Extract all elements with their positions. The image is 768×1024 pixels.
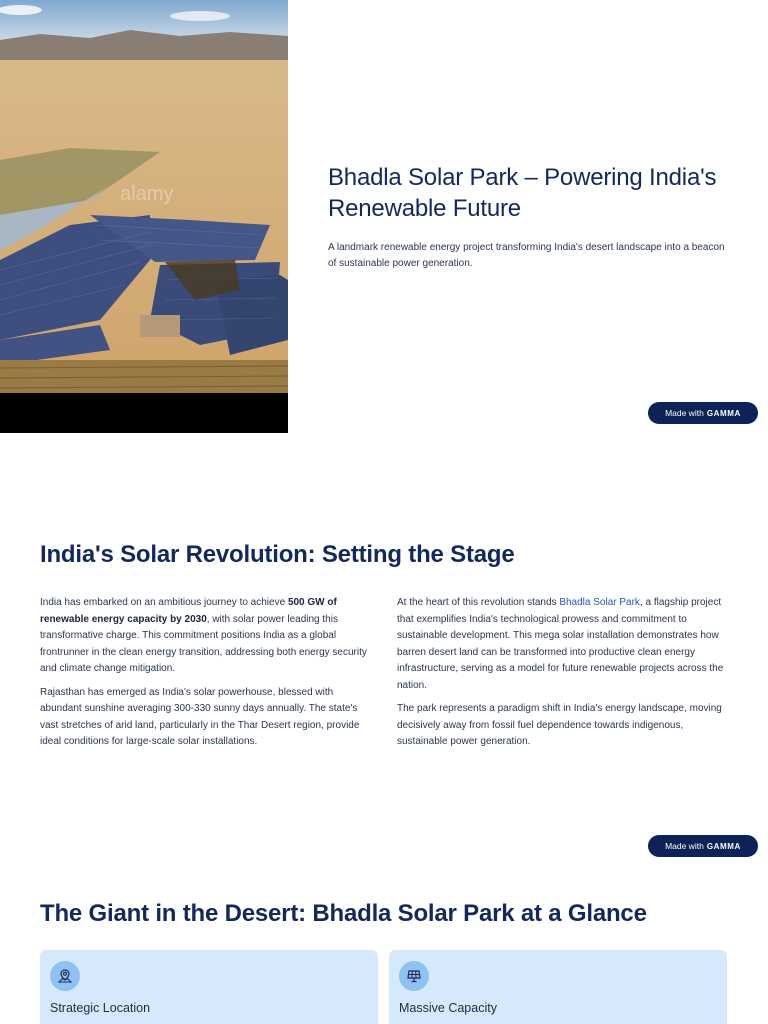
gamma-logo: GAMMA xyxy=(706,841,741,851)
gamma-logo: GAMMA xyxy=(706,408,741,418)
bhadla-solar-park-link[interactable]: Bhadla Solar Park xyxy=(559,597,640,608)
card-massive-capacity xyxy=(389,950,727,1024)
capacity-target-bold: 500 GW of renewable energy capacity by 2030 xyxy=(40,597,337,625)
card-title: Strategic Location xyxy=(50,1001,151,1015)
made-with-gamma-badge[interactable] xyxy=(648,402,758,424)
card-title: Massive Capacity xyxy=(399,1001,497,1015)
badge-prefix: Made with xyxy=(665,841,704,851)
slide-title-heading: Bhadla Solar Park – Powering India's Renewable Future xyxy=(328,164,717,222)
location-map-icon xyxy=(50,961,80,991)
right-paragraph-2: The park represents a paradigm shift in India's energy landscape, moving decisively away from fossil fuel dependence towards indigenous, sustainable power generation. xyxy=(397,703,722,747)
giant-in-desert-heading: The Giant in the Desert: Bhadla Solar Park at a Glance xyxy=(40,900,647,927)
left-paragraph-1: India has embarked on an ambitious journey to achieve 500 GW of renewable energy capacity by 2030, with solar power leading this transformative charge. This commitment positions India as a global frontrunner in the clean energy transition, addressing both energy security and climate change mitigation. xyxy=(40,597,367,674)
slide-title-subtitle: A landmark renewable energy project transforming India's desert landscape into a beacon of sustainable power generation. xyxy=(328,242,725,269)
svg-text:alamy: alamy xyxy=(120,183,174,205)
solar-revolution-right-column xyxy=(397,595,731,758)
solar-panel-icon xyxy=(399,961,429,991)
badge-prefix: Made with xyxy=(665,408,704,418)
solar-revolution-left-column xyxy=(40,595,374,758)
solar-revolution-heading: India's Solar Revolution: Setting the Stage xyxy=(40,541,515,568)
slide-title xyxy=(0,0,768,434)
card-strategic-location xyxy=(40,950,378,1024)
made-with-gamma-badge[interactable] xyxy=(648,835,758,857)
hero-image-solar-park xyxy=(0,0,288,393)
hero-image-caption-bar xyxy=(0,393,288,433)
left-paragraph-2: Rajasthan has emerged as India's solar powerhouse, blessed with abundant sunshine averaging 300-330 sunny days annually. The state's vast stretches of arid land, particularly in the Thar Desert region, provide ideal conditions for large-scale solar installations. xyxy=(40,686,360,747)
right-paragraph-1: At the heart of this revolution stands Bhadla Solar Park, a flagship project that exemplifies India's technological prowess and commitment to sustainable development. This mega solar installation demonstrates how barren desert land can be transformed into productive clean energy infrastructure, serving as a model for future renewable projects across the nation. xyxy=(397,597,724,691)
